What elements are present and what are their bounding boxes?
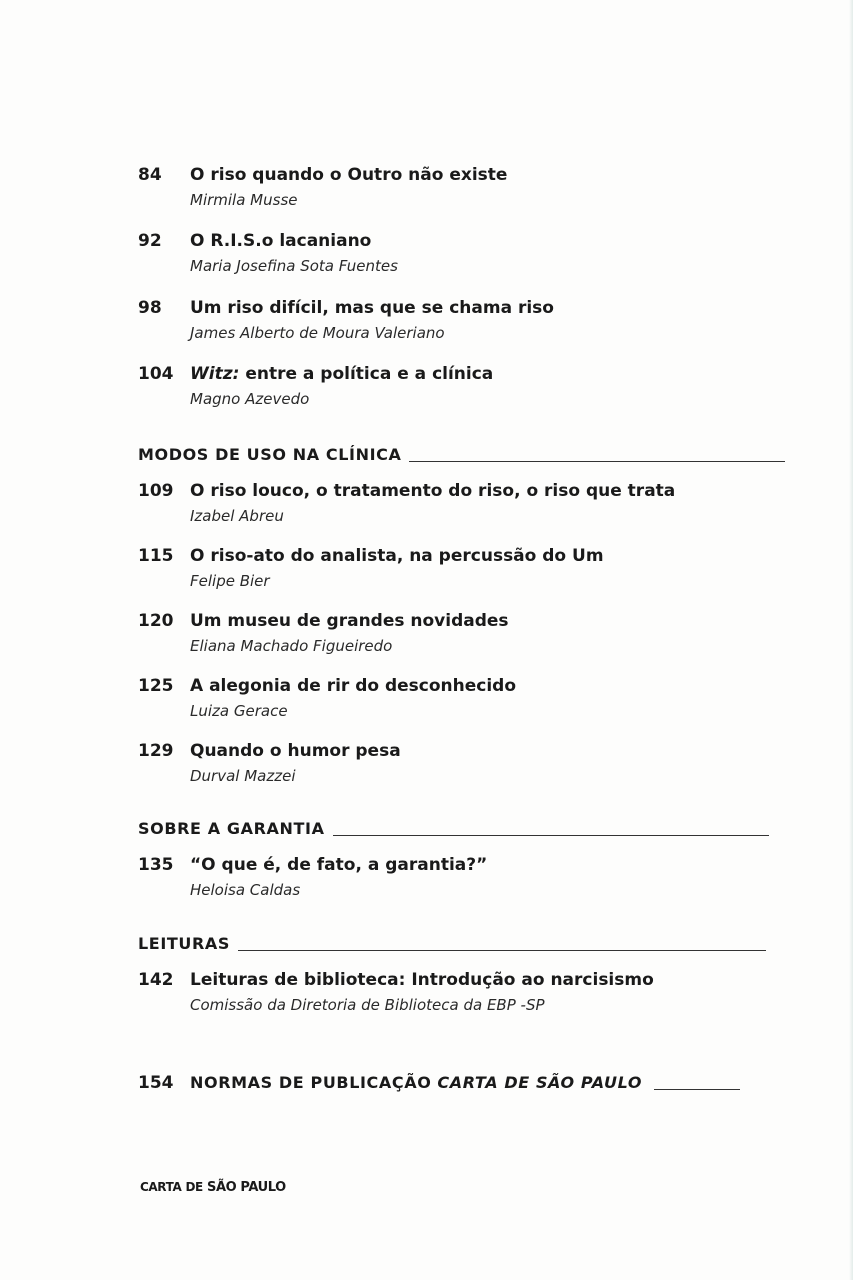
page-number: 84 [138, 165, 162, 185]
entry-author: Eliana Machado Figueiredo [190, 637, 393, 655]
page-number: 142 [138, 970, 174, 990]
page-number: 135 [138, 855, 174, 875]
normas-label: NORMAS DE PUBLICAÇÃO [190, 1073, 432, 1092]
page-number: 125 [138, 676, 174, 696]
entry-author: Heloisa Caldas [190, 881, 301, 899]
normas-entry [138, 1073, 740, 1093]
entry-author: Durval Mazzei [190, 767, 296, 785]
entry-title: Um riso difícil, mas que se chama riso [190, 298, 554, 318]
footer-sao-paulo: SÃO PAULO [206, 1180, 286, 1195]
entry-author: Comissão da Diretoria de Biblioteca da EBP -SP [190, 996, 545, 1014]
entry-title [190, 363, 493, 385]
section-heading-modos [138, 445, 785, 465]
footer-de: DE [185, 1180, 203, 1194]
entry-author: Felipe Bier [190, 572, 270, 590]
entry-title: Leituras de biblioteca: Introdução ao narcisismo [190, 970, 654, 990]
entry-title: O riso-ato do analista, na percussão do Um [190, 546, 604, 566]
section-heading-garantia [138, 819, 769, 839]
section-rule [238, 950, 766, 951]
entry-title: O R.I.S.o lacaniano [190, 231, 372, 251]
page-number: 109 [138, 481, 174, 501]
page-number: 104 [138, 364, 174, 384]
normas-rule [654, 1089, 740, 1090]
entry-title: Quando o humor pesa [190, 741, 401, 761]
entry-author: Mirmila Musse [190, 191, 298, 209]
page-number: 98 [138, 298, 162, 318]
section-rule [333, 835, 769, 836]
entry-author: Izabel Abreu [190, 507, 284, 525]
page-number: 115 [138, 546, 174, 566]
entry-author: Luiza Gerace [190, 702, 288, 720]
page-number: 129 [138, 741, 174, 761]
section-label: MODOS DE USO NA CLÍNICA [138, 445, 402, 464]
normas-label-italic: CARTA DE SÃO PAULO [437, 1073, 643, 1092]
page-number: 154 [138, 1073, 174, 1093]
page-number: 92 [138, 231, 162, 251]
page-number: 120 [138, 611, 174, 631]
entry-title-rest: entre a política e a clínica [239, 364, 494, 384]
entry-title: O riso louco, o tratamento do riso, o riso que trata [190, 481, 676, 501]
section-rule [409, 461, 785, 462]
entry-title: A alegonia de rir do desconhecido [190, 676, 517, 696]
section-label: SOBRE A GARANTIA [138, 819, 325, 838]
footer-carta: CARTA [140, 1180, 182, 1194]
footer-logo [140, 1180, 286, 1195]
page-edge [849, 0, 853, 1280]
entry-title: “O que é, de fato, a garantia?” [190, 855, 488, 875]
entry-title-italic: Witz: [190, 364, 240, 384]
entry-author: Maria Josefina Sota Fuentes [190, 257, 398, 275]
entry-author: James Alberto de Moura Valeriano [190, 324, 445, 342]
section-label: LEITURAS [138, 934, 231, 953]
section-heading-leituras [138, 934, 766, 954]
entry-title: O riso quando o Outro não existe [190, 165, 508, 185]
entry-author: Magno Azevedo [190, 390, 310, 408]
entry-title: Um museu de grandes novidades [190, 611, 509, 631]
